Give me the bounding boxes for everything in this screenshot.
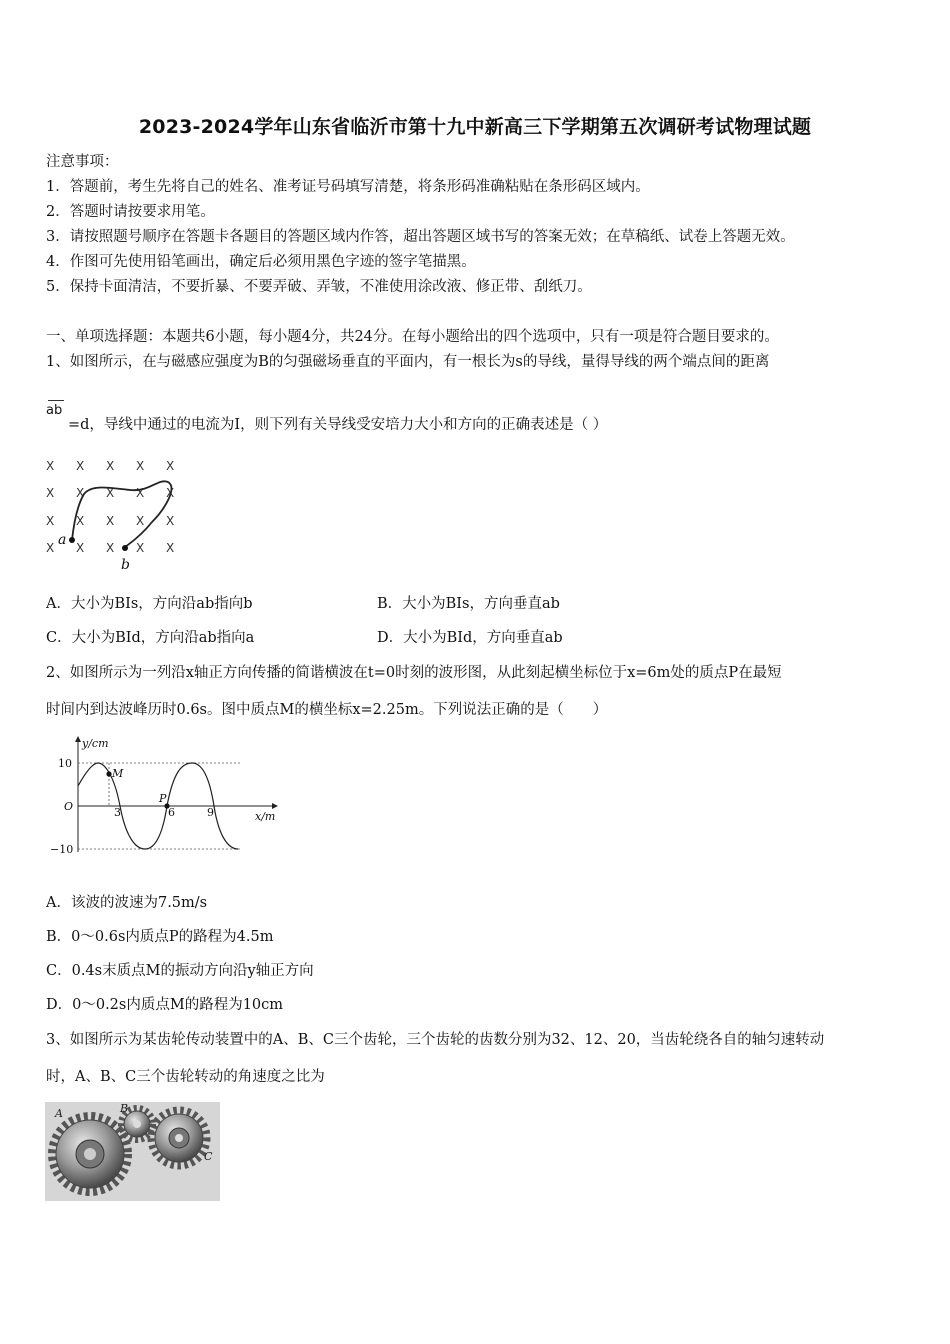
gear-label-a: A xyxy=(55,1107,63,1120)
gear-label-b: B xyxy=(120,1102,129,1115)
q2-wave-graph xyxy=(44,734,280,860)
q2-option-d[interactable]: D．0～0.2s内质点M的路程为10cm xyxy=(46,997,284,1013)
q1-overline-text: ab xyxy=(46,403,63,418)
label-m: M xyxy=(112,767,124,780)
overline-bar xyxy=(48,400,64,401)
q1-option-d[interactable]: D．大小为BId，方向垂直ab xyxy=(377,630,563,646)
notice-item: 1．答题前，考生先将自己的姓名、准考证号码填写清楚，将条形码准确粘贴在条形码区域内。 xyxy=(46,179,650,195)
q2-stem-line2: 时间内到达波峰历时0.6s。图中质点M的横坐标x=2.25m。下列说法正确的是（ ） xyxy=(46,702,608,718)
y-axis-arrow xyxy=(75,736,81,742)
field-cross: X xyxy=(136,459,145,473)
x-axis-arrow xyxy=(272,803,278,809)
q3-gear-figure xyxy=(45,1102,220,1201)
notice-item: 5．保持卡面清洁，不要折暴、不要弄破、弄皱，不准使用涂改液、修正带、刮纸刀。 xyxy=(46,279,592,295)
x-axis-label: x/m xyxy=(255,810,276,823)
field-cross: X xyxy=(76,541,85,555)
q2-option-a[interactable]: A．该波的波速为7.5m/s xyxy=(46,895,208,911)
notice-item: 4．作图可先使用铅笔画出，确定后必须用黑色字迹的签字笔描黑。 xyxy=(46,254,476,270)
field-cross: X xyxy=(136,486,145,500)
q3-stem-line2: 时，A、B、C三个齿轮转动的角速度之比为 xyxy=(46,1069,325,1085)
field-cross: X xyxy=(166,514,175,528)
endpoint-a xyxy=(69,537,75,543)
page-title: 2023-2024学年山东省临沂市第十九中新高三下学期第五次调研考试物理试题 xyxy=(138,116,812,138)
q1-option-c[interactable]: C．大小为BId，方向沿ab指向a xyxy=(46,630,255,646)
notice-item: 2．答题时请按要求用笔。 xyxy=(46,204,215,220)
field-cross: X xyxy=(76,486,85,500)
q1-overline-ab xyxy=(46,403,62,418)
field-cross: X xyxy=(136,541,145,555)
q1-magnetic-field-figure xyxy=(40,452,190,577)
label-a: a xyxy=(58,532,67,548)
x-tick-6: 6 xyxy=(168,806,175,819)
field-cross: X xyxy=(46,486,55,500)
field-cross: X xyxy=(46,459,55,473)
label-p: P xyxy=(159,792,167,805)
q2-option-c[interactable]: C．0.4s末质点M的振动方向沿y轴正方向 xyxy=(46,963,314,979)
q3-stem-line1: 3、如图所示为某齿轮传动装置中的A、B、C三个齿轮，三个齿轮的齿数分别为32、12、20，当齿轮绕各自的轴匀速转动 xyxy=(46,1032,825,1048)
x-tick-9: 9 xyxy=(207,806,214,819)
gear-label-c: C xyxy=(204,1150,213,1163)
field-cross: X xyxy=(166,459,175,473)
field-cross: X xyxy=(106,541,115,555)
field-cross: X xyxy=(46,541,55,555)
notice-item: 3．请按照题号顺序在答题卡各题目的答题区域内作答，超出答题区域书写的答案无效；在草稿纸、试卷上答题无效。 xyxy=(46,229,795,245)
q1-stem-line2: =d，导线中通过的电流为I，则下列有关导线受安培力大小和方向的正确表述是（ ） xyxy=(68,417,608,433)
field-cross: X xyxy=(46,514,55,528)
q1-stem-line1: 1、如图所示，在与磁感应强度为B的匀强磁场垂直的平面内，有一根长为s的导线，量得导线的两个端点间的距离 xyxy=(46,354,770,370)
point-m xyxy=(106,771,111,776)
field-cross: X xyxy=(166,486,175,500)
field-cross: X xyxy=(106,459,115,473)
field-cross: X xyxy=(166,541,175,555)
field-cross: X xyxy=(106,514,115,528)
q1-option-b[interactable]: B．大小为BIs，方向垂直ab xyxy=(377,596,560,612)
notice-heading: 注意事项： xyxy=(46,154,119,170)
field-cross: X xyxy=(76,459,85,473)
label-b: b xyxy=(121,557,130,573)
y-axis-label: y/cm xyxy=(82,737,109,750)
field-cross: X xyxy=(106,486,115,500)
field-cross: X xyxy=(76,514,85,528)
wire-curve xyxy=(72,481,171,547)
q1-option-a[interactable]: A．大小为BIs，方向沿ab指向b xyxy=(46,596,253,612)
y-tick-bottom: −10 xyxy=(50,843,74,856)
q2-stem-line1: 2、如图所示为一列沿x轴正方向传播的简谐横波在t=0时刻的波形图，从此刻起横坐标位于x=6m处的质点P在最短 xyxy=(46,665,782,681)
origin-label: O xyxy=(64,800,74,813)
q2-option-b[interactable]: B．0～0.6s内质点P的路程为4.5m xyxy=(46,929,274,945)
y-tick-top: 10 xyxy=(58,757,72,770)
section-heading: 一、单项选择题：本题共6小题，每小题4分，共24分。在每小题给出的四个选项中，只有一项是符合题目要求的。 xyxy=(46,329,779,345)
endpoint-b xyxy=(122,545,128,551)
x-tick-3: 3 xyxy=(114,806,121,819)
field-cross: X xyxy=(136,514,145,528)
